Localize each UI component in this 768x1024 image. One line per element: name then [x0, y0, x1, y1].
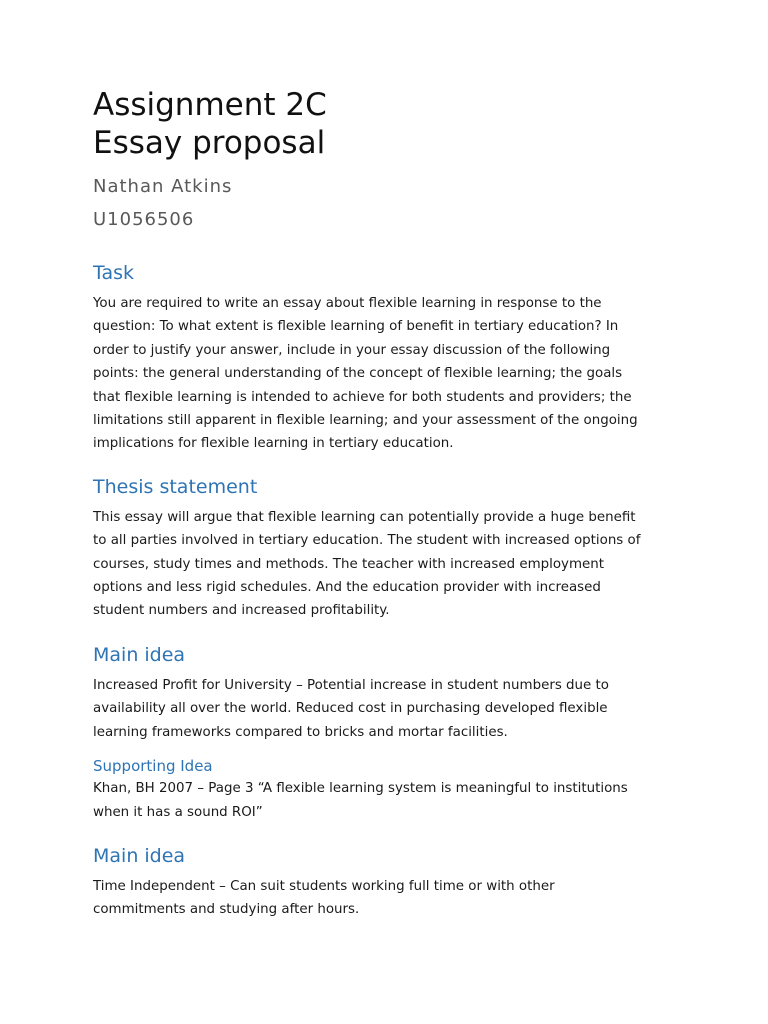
thesis-section: [93, 475, 683, 623]
text-line: to all parties involved in tertiary education. The student with increased options of: [93, 533, 641, 549]
supporting-idea-section: [93, 756, 683, 824]
text-line: that flexible learning is intended to achieve for both students and providers; the: [93, 389, 632, 405]
main-idea-heading-1: Main idea: [93, 643, 186, 666]
task-heading: Task: [93, 262, 135, 284]
main-idea-section-2: [93, 844, 683, 922]
supporting-idea-paragraph: [93, 777, 683, 824]
text-line: Increased Profit for University – Potential increase in student numbers due to: [93, 677, 609, 693]
task-paragraph: [93, 292, 683, 456]
title-line-1: Assignment 2C: [93, 87, 327, 123]
student-id: U1056506: [93, 209, 195, 230]
thesis-paragraph: [93, 506, 683, 623]
document-title: [93, 86, 683, 162]
text-line: student numbers and increased profitability.: [93, 603, 390, 619]
text-line: availability all over the world. Reduced cost in purchasing developed flexible: [93, 701, 608, 717]
main-idea-paragraph-2: [93, 875, 683, 922]
supporting-idea-heading: Supporting Idea: [93, 757, 213, 776]
task-section: [93, 261, 683, 456]
text-line: options and less rigid schedules. And the education provider with increased: [93, 580, 601, 596]
text-line: commitments and studying after hours.: [93, 902, 360, 918]
text-line: order to justify your answer, include in your essay discussion of the following: [93, 342, 611, 358]
text-line: This essay will argue that flexible learning can potentially provide a huge benefit: [93, 509, 636, 525]
text-line: when it has a sound ROI”: [93, 804, 263, 820]
main-idea-paragraph-1: [93, 674, 683, 744]
document-page: [93, 86, 683, 922]
author-name: Nathan Atkins: [93, 176, 233, 197]
thesis-heading: Thesis statement: [93, 475, 258, 498]
text-line: implications for flexible learning in tertiary education.: [93, 436, 454, 452]
author-block: [93, 170, 683, 236]
text-line: You are required to write an essay about flexible learning in response to the: [93, 296, 602, 311]
text-line: Time Independent – Can suit students working full time or with other: [93, 878, 555, 894]
text-line: limitations still apparent in flexible learning; and your assessment of the ongoing: [93, 413, 638, 429]
text-line: question: To what extent is flexible learning of benefit in tertiary education? In: [93, 319, 619, 335]
main-idea-section-1: [93, 643, 683, 744]
main-idea-heading-2: Main idea: [93, 844, 186, 867]
text-line: courses, study times and methods. The teacher with increased employment: [93, 556, 604, 572]
text-line: points: the general understanding of the concept of flexible learning; the goals: [93, 366, 623, 382]
text-line: learning frameworks compared to bricks and mortar facilities.: [93, 724, 508, 740]
title-line-2: Essay proposal: [93, 125, 326, 161]
text-line: Khan, BH 2007 – Page 3 “A flexible learning system is meaningful to institutions: [93, 781, 628, 797]
